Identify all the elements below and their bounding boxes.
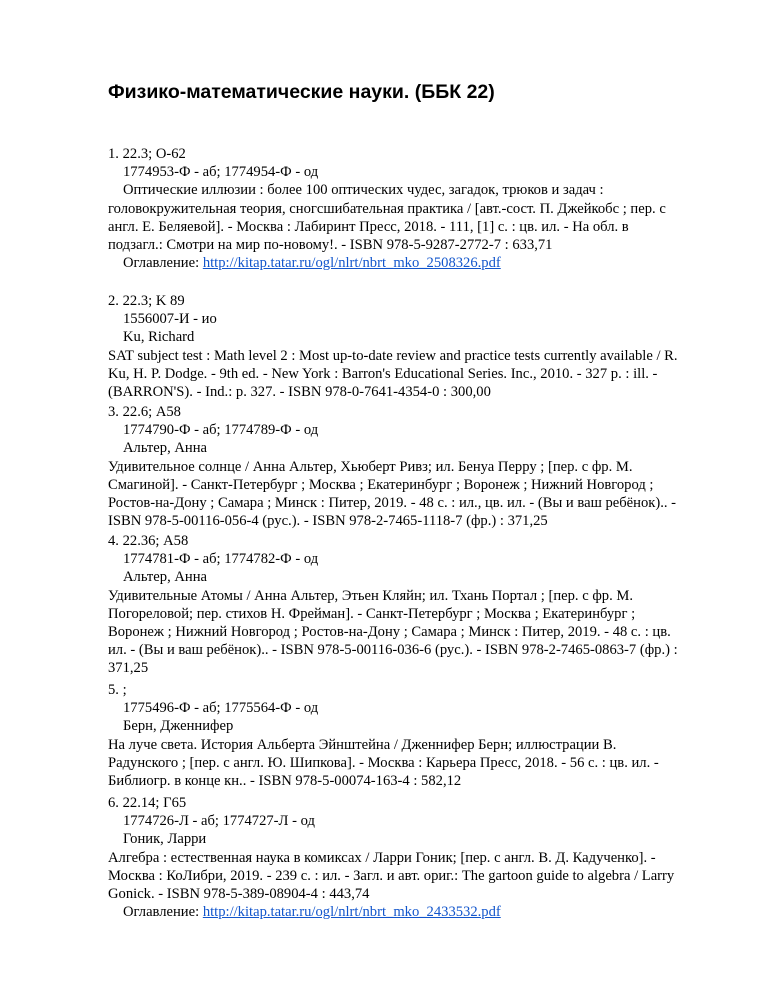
- entry-toc: [108, 903, 680, 921]
- entry-description: Удивительные Атомы / Анна Альтер, Этьен Кляйн; ил. Тхань Портал ; [пер. с фр. М. Погореловой; пер. стихов Н. Фрейман]. - Санкт-Петербург ; Москва ; Екатеринбург ; Воронеж ; Нижний Новгород ; Ростов-на-Дону ; Самара ; Минск : Питер, 2019. - 48 с. : цв. ил. - (Вы и ваш ребёнок).. - ISBN 978-5-00116-036-6 (рус.). - ISBN 978-2-7465-0863-7 (фр.) : 371,25: [108, 587, 678, 677]
- section-title: Физико-математические науки. (ББК 22): [108, 81, 495, 103]
- bibliography-entry: [108, 532, 680, 678]
- bibliography-entry: [108, 145, 680, 272]
- toc-label: Оглавление:: [123, 255, 203, 272]
- bibliography-entry: [108, 403, 680, 530]
- entry-description: Удивительное солнце / Анна Альтер, Хьюберт Ривз; ил. Бенуа Перру ; [пер. с фр. М. Смагиной]. - Санкт-Петербург ; Москва ; Екатеринбург ; Воронеж ; Нижний Новгород ; Ростов-на-Дону ; Самара ; Минск : Питер, 2019. - 48 с. : ил., цв. ил. - (Вы и ваш ребёнок).. - ISBN 978-5-00116-056-4 (рус.). - ISBN 978-2-7465-1118-7 (фр.) : 371,25: [108, 458, 676, 530]
- entry-toc: [108, 254, 680, 272]
- toc-link[interactable]: http://kitap.tatar.ru/ogl/nlrt/nbrt_mko_2433532.pdf: [202, 904, 501, 921]
- entry-heading: 3. 22.6; А58: [108, 404, 181, 420]
- entry-description: Алгебра : естественная наука в комиксах / Ларри Гоник; [пер. с англ. В. Д. Кадученко]. - Москва : КоЛибри, 2019. - 239 с. : ил. - Загл. и авт. ориг.: The gartoon guide to algebra / Larry Gonick. - ISBN 978-5-389-08904-4 : 443,74: [108, 849, 675, 903]
- entry-inventory: 1774790-Ф - аб; 1774789-Ф - од: [123, 422, 319, 439]
- entry-description: На луче света. История Альберта Эйнштейна / Дженнифер Берн; иллюстрации В. Радунского ; [пер. с англ. Ю. Шипкова]. - Москва : Карьера Пресс, 2018. - 56 с. : цв. ил. - Библиогр. в конце кн.. - ISBN 978-5-00074-163-4 : 582,12: [108, 736, 659, 790]
- entry-inventory: 1774781-Ф - аб; 1774782-Ф - од: [123, 551, 319, 568]
- entry-author: Альтер, Анна: [123, 569, 208, 586]
- entry-author: Ku, Richard: [123, 329, 195, 346]
- entry-inventory: 1775496-Ф - аб; 1775564-Ф - од: [123, 700, 319, 717]
- entry-heading: 6. 22.14; Г65: [108, 795, 187, 811]
- bibliography-entry: [108, 681, 680, 790]
- bibliography-entry: [108, 794, 680, 921]
- entry-inventory: 1556007-И - ио: [123, 311, 217, 328]
- entry-description: Оптические иллюзии : более 100 оптических чудес, загадок, трюков и задач : головокружительная теория, сногсшибательная практика / [авт.-сост. П. Джейкобс ; пер. с англ. Е. Беляевой]. - Москва : Лабиринт Пресс, 2018. - 111, [1] с. : цв. ил. - На обл. в подзагл.: Смотри на мир по-новому!. - ISBN 978-5-9287-2772-7 : 633,71: [108, 182, 666, 254]
- entry-author: Альтер, Анна: [123, 440, 208, 457]
- entry-heading: 5. ;: [108, 682, 127, 698]
- entry-heading: 1. 22.3; О-62: [108, 146, 186, 162]
- entry-inventory: 1774953-Ф - аб; 1774954-Ф - од: [123, 164, 319, 181]
- toc-link[interactable]: http://kitap.tatar.ru/ogl/nlrt/nbrt_mko_2508326.pdf: [202, 255, 501, 272]
- entry-heading: 2. 22.3; K 89: [108, 293, 185, 309]
- bibliography-entry: [108, 292, 680, 401]
- toc-label: Оглавление:: [123, 904, 203, 921]
- entry-description: SAT subject test : Math level 2 : Most up-to-date review and practice tests currently available / R. Ku, H. P. Dodge. - 9th ed. - New York : Barron's Educational Series. Inc., 2010. - 327 p. : ill. - (BARRON'S). - Ind.: p. 327. - ISBN 978-0-7641-4354-0 : 300,00: [108, 347, 678, 401]
- entry-author: Берн, Дженнифер: [123, 718, 234, 735]
- entry-author: Гоник, Ларри: [123, 831, 207, 848]
- entry-inventory: 1774726-Л - аб; 1774727-Л - од: [123, 813, 315, 830]
- entry-heading: 4. 22.36; А58: [108, 533, 189, 549]
